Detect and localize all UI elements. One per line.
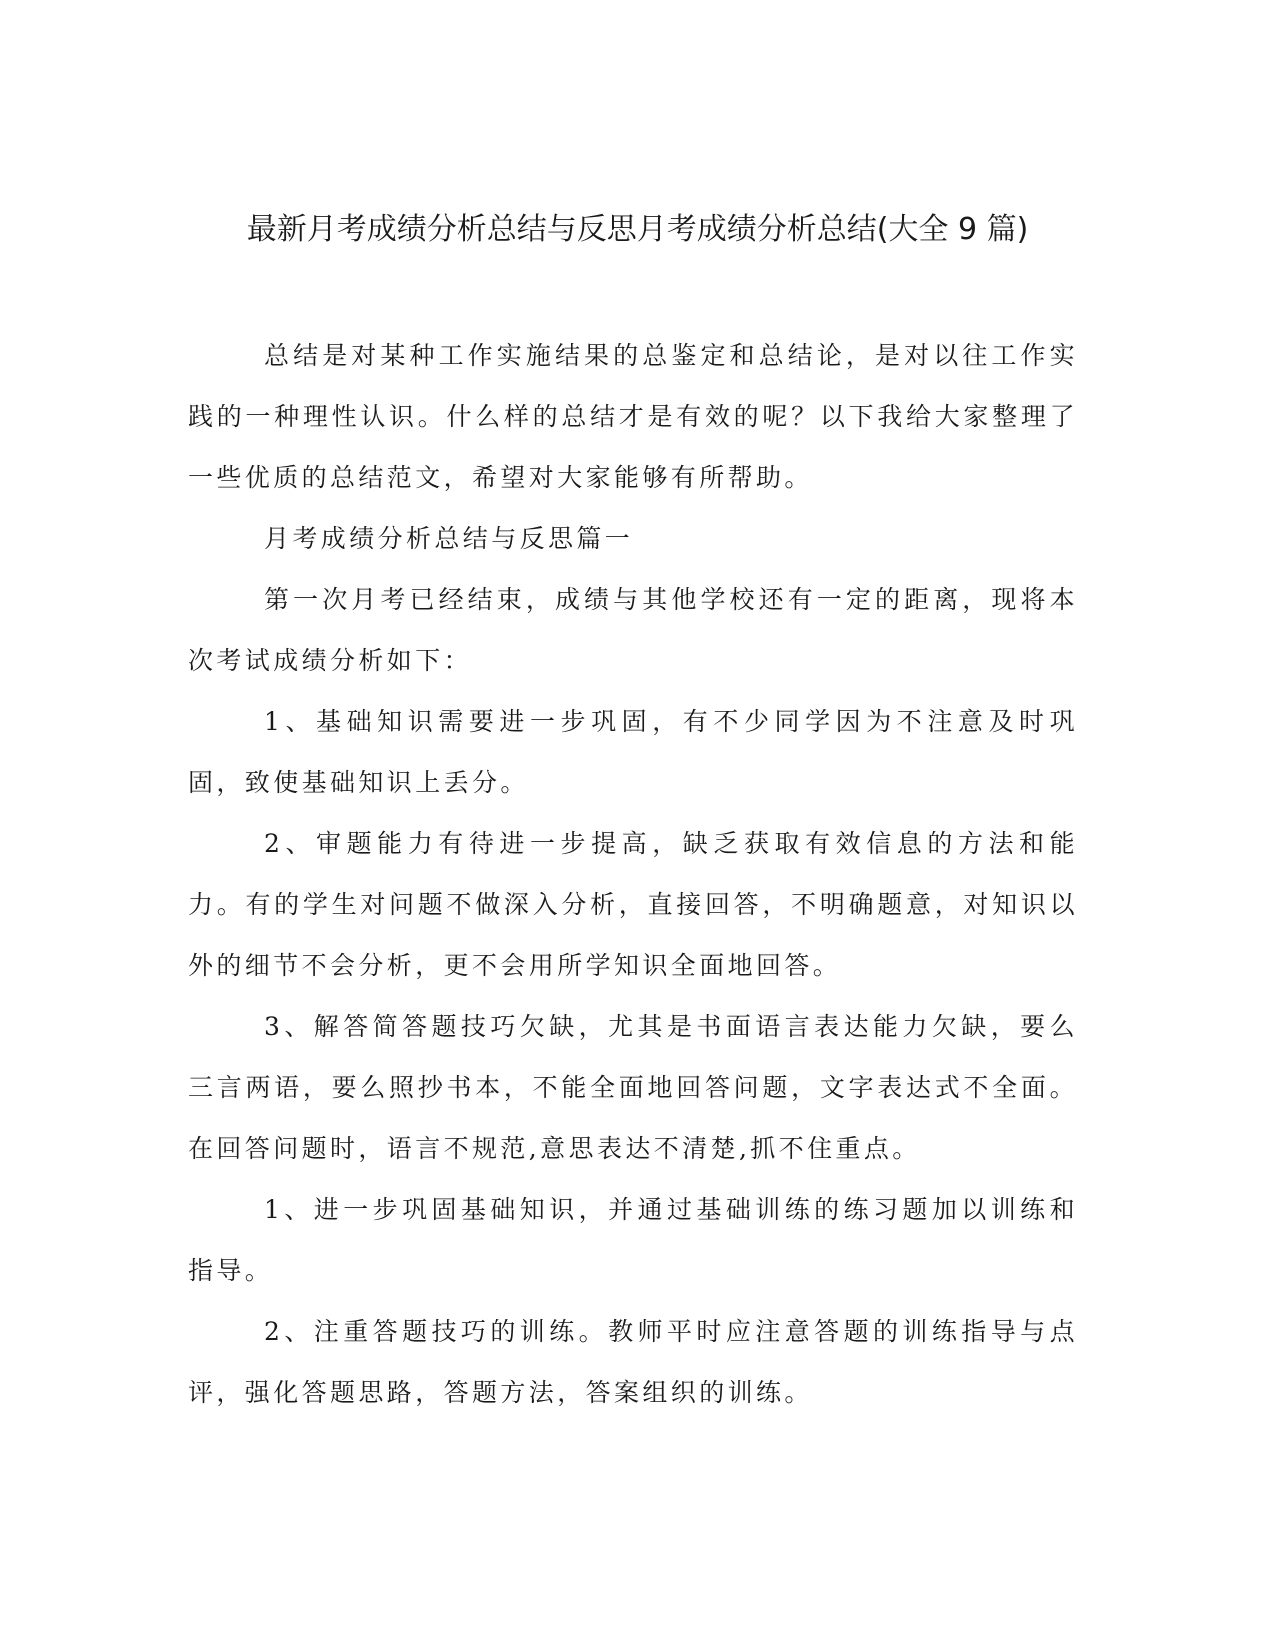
body-paragraph: 2、注重答题技巧的训练。教师平时应注意答题的训练指导与点评，强化答题思路，答题方法，答案组织的训练。: [188, 1317, 1078, 1407]
section-heading: 月考成绩分析总结与反思篇一: [264, 524, 634, 553]
document-title: 最新月考成绩分析总结与反思月考成绩分析总结(大全 9 篇): [246, 212, 1029, 247]
body-paragraph: 1、进一步巩固基础知识，并通过基础训练的练习题加以训练和指导。: [188, 1195, 1078, 1285]
intro-paragraph: 总结是对某种工作实施结果的总鉴定和总结论，是对以往工作实践的一种理性认识。什么样的总结才是有效的呢？以下我给大家整理了一些优质的总结范文，希望对大家能够有所帮助。: [188, 341, 1078, 492]
body-paragraph: 第一次月考已经结束，成绩与其他学校还有一定的距离，现将本次考试成绩分析如下：: [188, 585, 1078, 675]
body-paragraph: 1、基础知识需要进一步巩固，有不少同学因为不注意及时巩固，致使基础知识上丢分。: [188, 707, 1078, 797]
document-body: [188, 325, 1078, 1423]
body-paragraph: 3、解答简答题技巧欠缺，尤其是书面语言表达能力欠缺，要么三言两语，要么照抄书本，不能全面地回答问题，文字表达式不全面。在回答问题时，语言不规范,意思表达不清楚,抓不住重点。: [188, 1012, 1078, 1163]
body-paragraph: 2、审题能力有待进一步提高，缺乏获取有效信息的方法和能力。有的学生对问题不做深入分析，直接回答，不明确题意，对知识以外的细节不会分析，更不会用所学知识全面地回答。: [188, 829, 1078, 980]
